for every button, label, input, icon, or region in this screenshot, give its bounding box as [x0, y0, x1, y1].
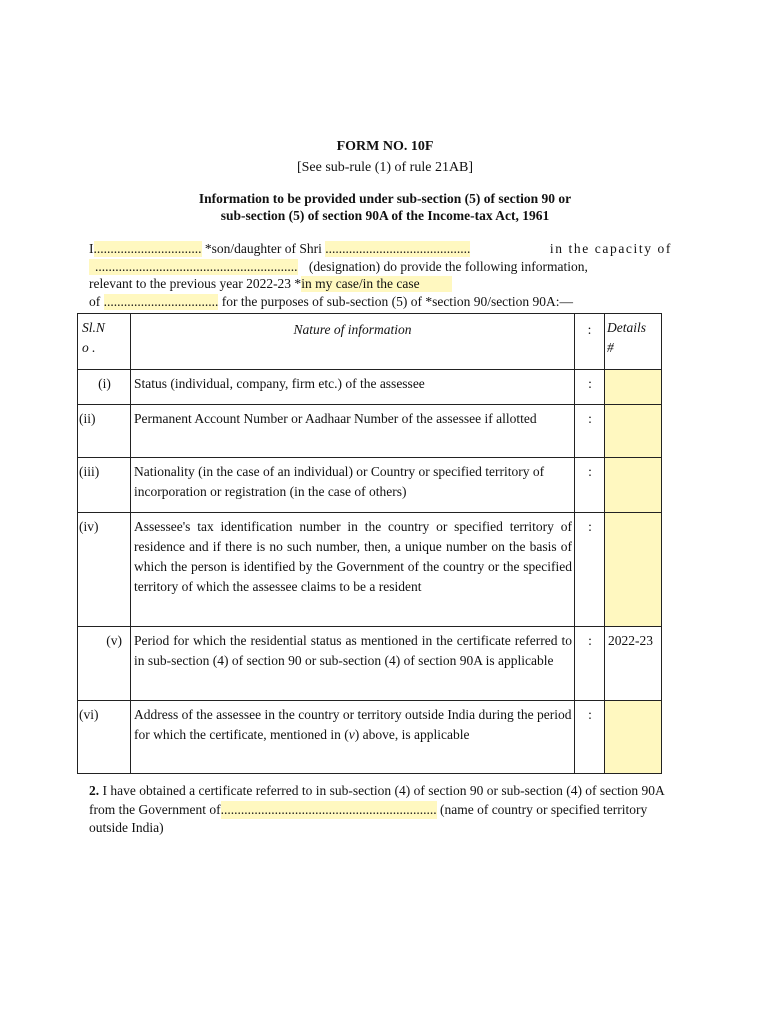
row-sl — [78, 405, 131, 458]
name-field[interactable]: ................................ — [93, 241, 202, 256]
row-sl — [78, 458, 131, 513]
row-colon — [575, 627, 605, 701]
row-sl — [78, 701, 131, 774]
declaration-line-2 — [89, 259, 674, 275]
row-colon — [575, 405, 605, 458]
detail-field-status[interactable] — [605, 370, 662, 405]
case-choice-field[interactable]: in my case/in the case — [301, 276, 451, 292]
i-prefix: I — [89, 241, 94, 256]
nature-text — [131, 701, 574, 751]
detail-value — [605, 701, 661, 709]
header-colon — [575, 314, 605, 370]
colon: : — [588, 376, 592, 391]
previous-year-text: relevant to the previous year 2022-23 * — [89, 276, 302, 291]
table-row — [78, 513, 662, 627]
table-row — [78, 627, 662, 701]
paragraph-suffix: (name of country or specified territory outside India) — [89, 801, 648, 835]
row-sl — [78, 513, 131, 627]
row-nature — [131, 701, 575, 774]
row-nature — [131, 405, 575, 458]
detail-value: 2022-23 — [608, 633, 653, 648]
row-nature — [131, 370, 575, 405]
table-header-row — [78, 314, 662, 370]
table-row — [78, 405, 662, 458]
detail-value — [605, 405, 661, 413]
colon-label: : — [587, 322, 592, 337]
row-colon — [575, 513, 605, 627]
nature-text-part: Address of the assessee in the country or territory outside India during the period for which the certificate, mentioned in ( — [134, 707, 572, 742]
colon: : — [588, 519, 592, 534]
designation-label: (designation) do provide the following information, — [308, 259, 588, 274]
detail-field-tin[interactable] — [605, 513, 662, 627]
row-colon — [575, 370, 605, 405]
designation-field[interactable]: ............................................................ — [89, 259, 298, 275]
declaration-line-3 — [89, 276, 674, 292]
detail-field-address[interactable] — [605, 701, 662, 774]
colon: : — [588, 707, 592, 722]
form-number-title: FORM NO. 10F — [336, 139, 434, 154]
detail-field-pan[interactable] — [605, 405, 662, 458]
nature-text: Nationality (in the case of an individual) or Country or specified territory of incorporation or registration (in the case of others) — [134, 464, 545, 499]
nature-text-part: ) above, is applicable — [354, 727, 470, 742]
sl-value: (i) — [98, 376, 111, 391]
header-details — [605, 314, 662, 370]
sl-value: (ii) — [79, 411, 96, 426]
table-row — [78, 458, 662, 513]
detail-value — [605, 370, 661, 378]
of-case-field[interactable]: .................................. — [103, 294, 219, 309]
nature-text: Permanent Account Number or Aadhaar Number of the assessee if allotted — [134, 411, 537, 426]
table-row — [78, 370, 662, 405]
detail-value — [605, 513, 661, 521]
nature-text: Period for which the residential status as mentioned in the certificate referred to in sub-section (4) of section 90 or sub-section (4) of section 90A is applicable — [134, 633, 572, 668]
colon: : — [588, 411, 592, 426]
info-heading-line-1: Information to be provided under sub-section (5) of section 90 or — [198, 191, 572, 206]
paragraph-number: 2. — [89, 783, 100, 798]
details-label: Details — [607, 320, 646, 335]
colon: : — [588, 464, 592, 479]
sub-rule-reference: [See sub-rule (1) of rule 21AB] — [296, 160, 474, 175]
father-name-field[interactable]: ........................................... — [325, 241, 471, 256]
declaration-line-1 — [89, 241, 674, 257]
sl-value: (vi) — [79, 707, 99, 722]
header-sl-no — [78, 314, 131, 370]
sl-value: (v) — [106, 633, 122, 648]
table-row — [78, 701, 662, 774]
nature-of-information-label: Nature of information — [293, 322, 412, 337]
information-table — [77, 313, 662, 774]
sl-value: (iii) — [79, 464, 100, 479]
of-prefix: of — [89, 294, 101, 309]
nature-text-italic: v — [348, 727, 355, 742]
header-nature — [131, 314, 575, 370]
details-hash: # — [607, 340, 614, 355]
capacity-label: in the capacity of — [549, 241, 672, 256]
country-name-field[interactable]: ................................................................ — [221, 801, 437, 820]
row-nature — [131, 458, 575, 513]
nature-text: Status (individual, company, firm etc.) of the assessee — [134, 376, 425, 391]
declaration-line-4 — [89, 294, 674, 310]
detail-field-nationality[interactable] — [605, 458, 662, 513]
info-heading-line-2: sub-section (5) of section 90A of the Income-tax Act, 1961 — [220, 208, 550, 223]
detail-value — [605, 458, 661, 466]
sl-no-label-2: o . — [82, 340, 96, 355]
row-sl — [78, 370, 131, 405]
row-nature — [131, 627, 575, 701]
son-daughter-label: *son/daughter of Shri — [204, 241, 322, 256]
sl-value: (iv) — [79, 519, 99, 534]
colon: : — [588, 633, 592, 648]
paragraph-2 — [89, 782, 679, 838]
detail-field-period[interactable] — [605, 627, 662, 701]
row-colon — [575, 701, 605, 774]
row-colon — [575, 458, 605, 513]
paragraph-text: I have obtained a certificate referred to in sub-section (4) of section 90 or sub-section (4) of section 90A from the Government of — [89, 783, 665, 817]
row-sl — [78, 627, 131, 701]
sl-no-label-1: Sl.N — [82, 320, 105, 335]
row-nature — [131, 513, 575, 627]
nature-text: Assessee's tax identification number in the country or specified territory of residence and if there is no such number, then, a unique number on the basis of which the person is identified by the Government of the country or the specified territory of which the assessee claims to be a resident — [134, 519, 572, 594]
purpose-text: for the purposes of sub-section (5) of *section 90/section 90A:— — [221, 294, 574, 309]
